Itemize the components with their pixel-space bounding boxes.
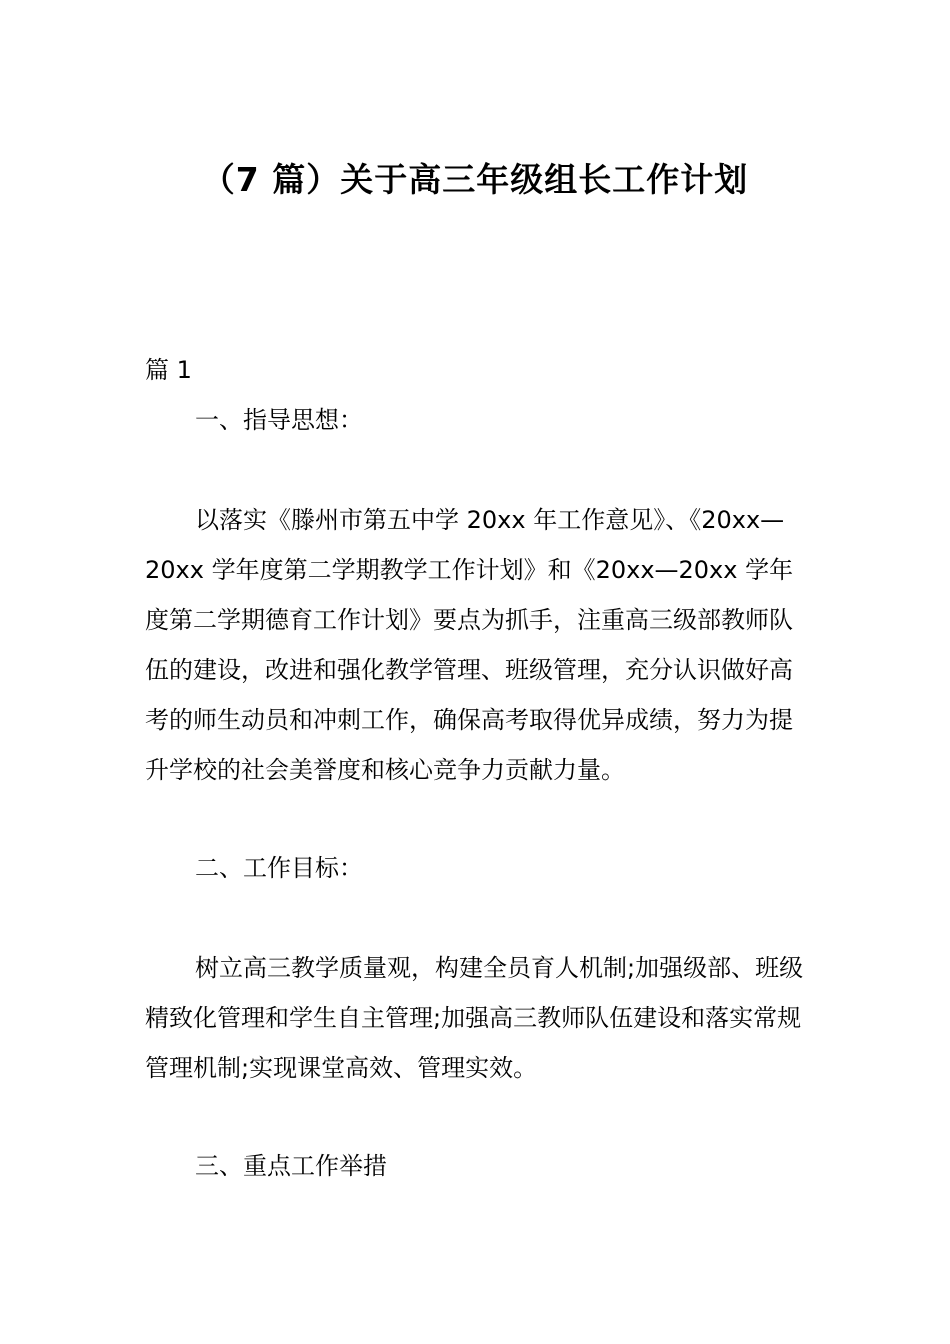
document-title: （7 篇）关于高三年级组长工作计划 — [201, 160, 749, 199]
section-heading-guiding-ideology: 一、指导思想： — [195, 406, 363, 434]
paragraph-guiding-ideology: 以落实《滕州市第五中学 20xx 年工作意见》、《20xx—20xx 学年度第二学期教学工作计划》和《20xx—20xx 学年度第二学期德育工作计划》要点为抓手，注重高三级部教师队伍的建设，改进和强化教学管理、班级管理，充分认识做好高考的师生动员和冲刺工作，确保高考取得优异成绩，努力为提升学校的社会美誉度和核心竞争力贡献力量。 — [145, 506, 794, 784]
section-heading-key-measures: 三、重点工作举措 — [195, 1152, 387, 1180]
paragraph-work-goals: 树立高三教学质量观，构建全员育人机制;加强级部、班级精致化管理和学生自主管理;加强高三教师队伍建设和落实常规管理机制;实现课堂高效、管理实效。 — [145, 954, 804, 1082]
section-label: 篇 1 — [145, 356, 192, 384]
section-heading-work-goals: 二、工作目标： — [195, 854, 363, 882]
